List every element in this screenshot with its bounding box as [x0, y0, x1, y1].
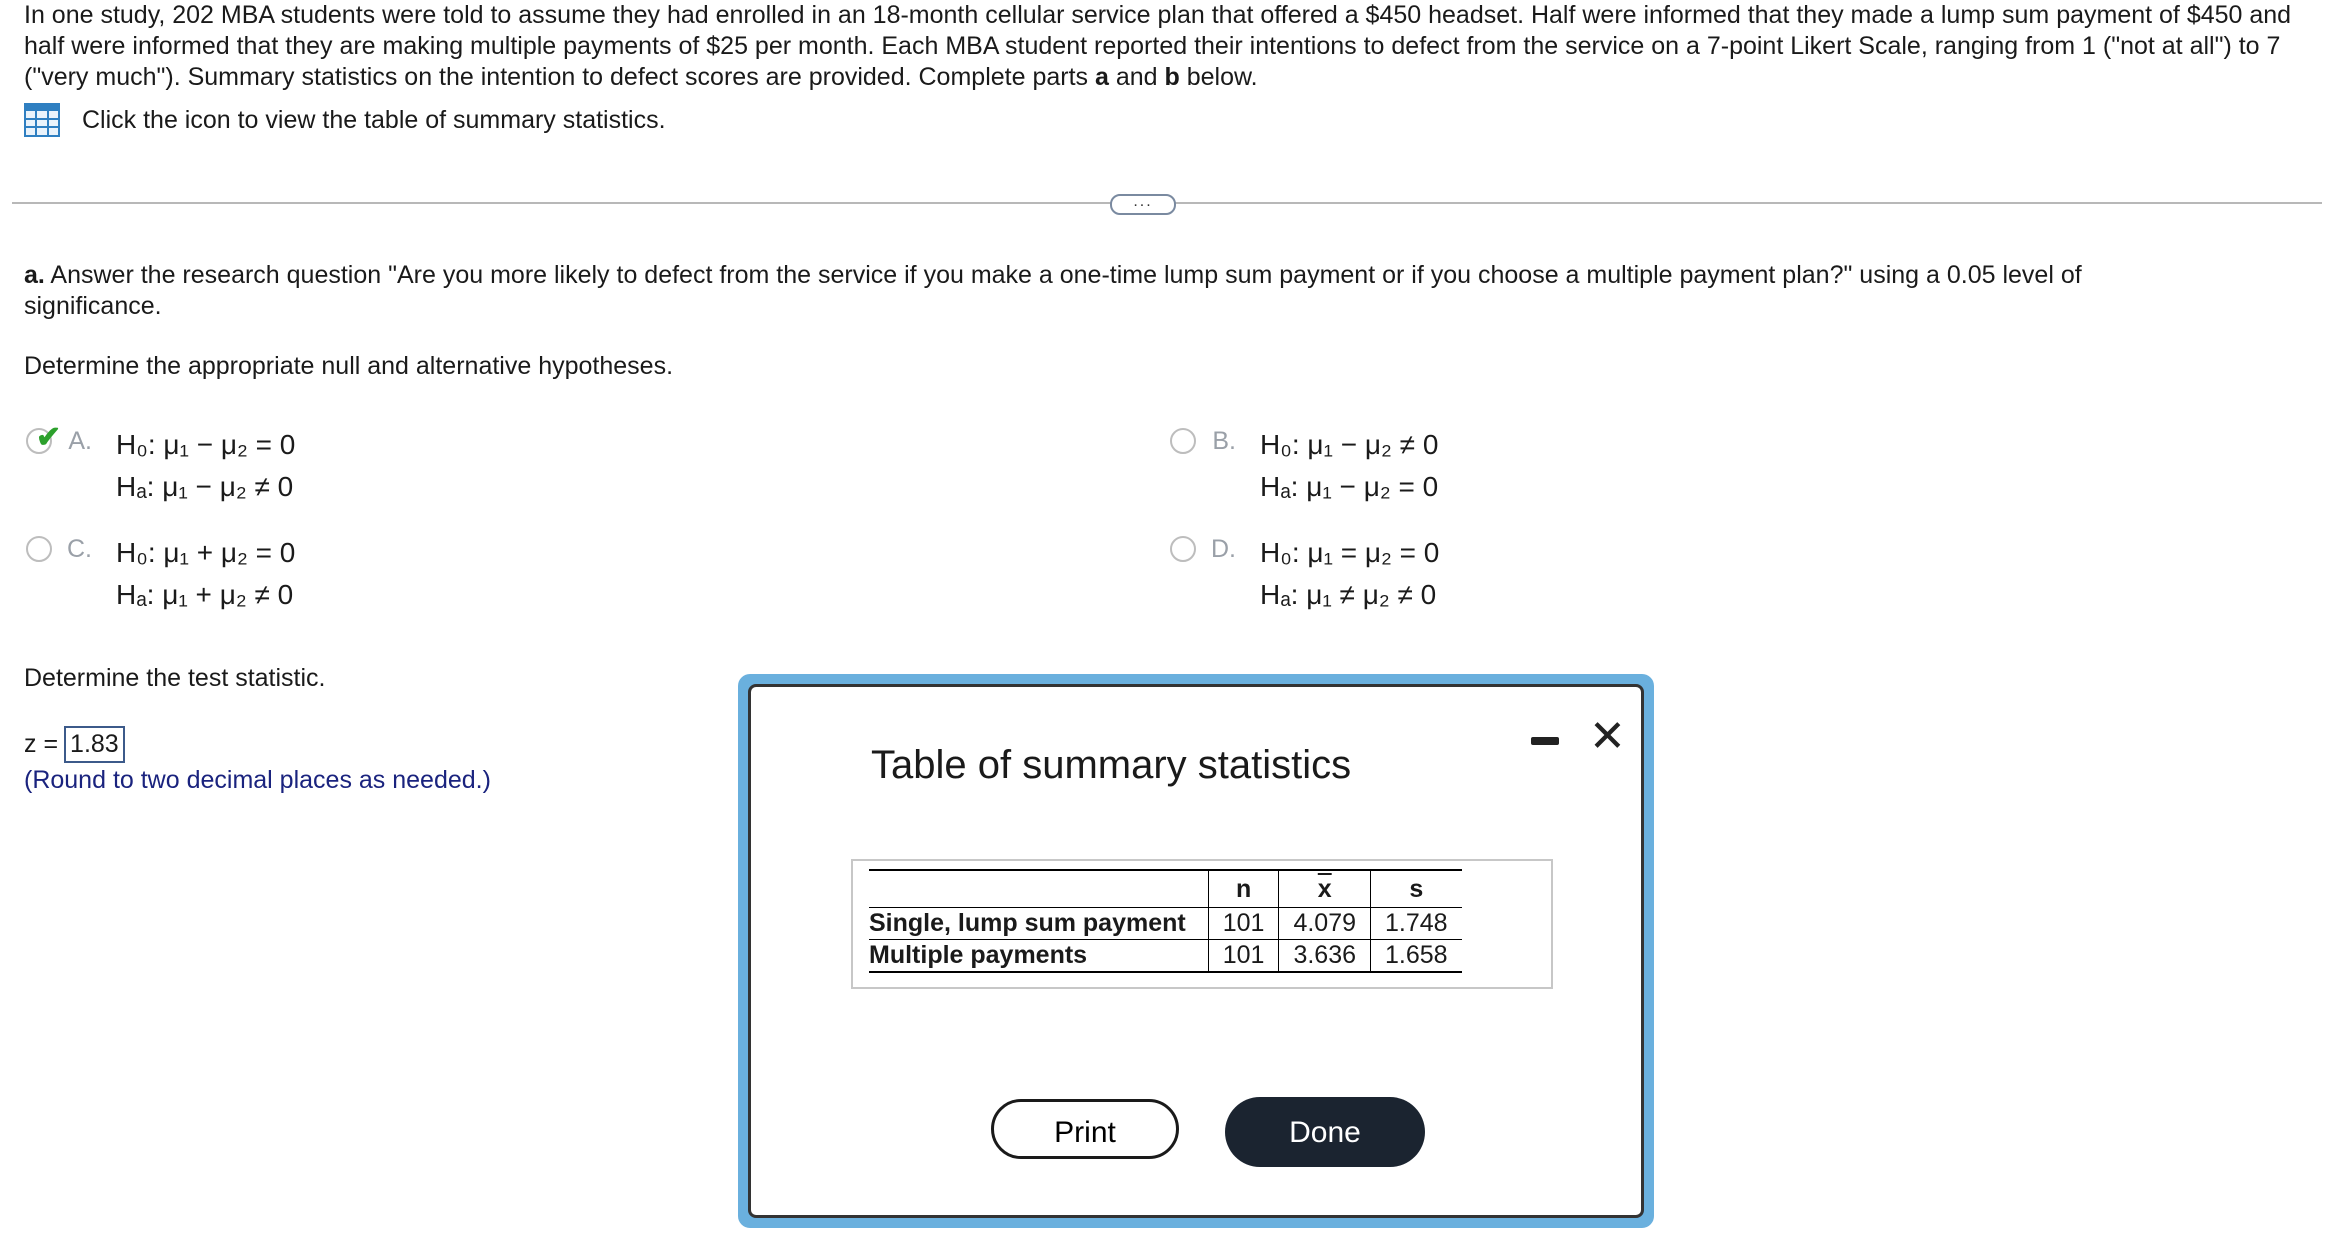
option-a[interactable] [26, 421, 296, 508]
table-row [869, 908, 1462, 940]
option-d-ha: Hₐ: μ₁ ≠ μ₂ ≠ 0 [1260, 579, 1437, 610]
option-b-letter: B. [1212, 427, 1236, 455]
header-s: s [1371, 870, 1462, 908]
option-a-h0: H₀: μ₁ − μ₂ = 0 [116, 429, 296, 460]
option-c-hypotheses [116, 532, 295, 616]
problem-intro [24, 0, 2304, 93]
option-d-hypotheses [1260, 532, 1439, 616]
view-table-text: Click the icon to view the table of summary statistics. [82, 105, 666, 134]
table-grid-icon[interactable] [24, 103, 60, 137]
option-b[interactable] [1170, 424, 1438, 508]
hypotheses-prompt: Determine the appropriate null and alternative hypotheses. [24, 352, 674, 380]
cell-xbar: 4.079 [1279, 908, 1371, 940]
option-b-h0: H₀: μ₁ − μ₂ ≠ 0 [1260, 429, 1439, 460]
z-label: z = [24, 730, 59, 758]
option-d[interactable] [1170, 532, 1439, 616]
correct-check-icon: ✔ [36, 421, 62, 454]
question-a [24, 260, 2224, 322]
intro-and: and [1108, 63, 1165, 91]
minimize-button[interactable] [1531, 737, 1559, 745]
cell-s: 1.658 [1371, 940, 1462, 973]
expand-toggle[interactable]: ... [1110, 194, 1176, 215]
option-a-hypotheses [116, 424, 295, 508]
option-d-h0: H₀: μ₁ = μ₂ = 0 [1260, 537, 1440, 568]
option-c-ha: Hₐ: μ₁ + μ₂ ≠ 0 [116, 579, 294, 610]
print-button[interactable]: Print [991, 1099, 1179, 1159]
header-blank [869, 870, 1208, 908]
done-button[interactable]: Done [1225, 1097, 1425, 1167]
option-a-ha: Hₐ: μ₁ − μ₂ ≠ 0 [116, 471, 294, 502]
cell-n: 101 [1208, 940, 1279, 973]
header-xbar: $\overline{x}$ [1279, 870, 1371, 908]
question-a-label: a. [24, 261, 45, 289]
header-n: n [1208, 870, 1279, 908]
cell-n: 101 [1208, 908, 1279, 940]
option-d-radio[interactable] [1170, 536, 1196, 562]
row-label: Multiple payments [869, 940, 1208, 973]
dialog-body [748, 684, 1644, 1218]
option-c-radio[interactable] [26, 536, 52, 562]
cell-xbar: 3.636 [1279, 940, 1371, 973]
stats-table-frame [851, 859, 1553, 989]
option-d-letter: D. [1211, 535, 1236, 563]
option-a-radio[interactable] [26, 421, 62, 454]
table-row [869, 940, 1462, 973]
test-statistic-prompt: Determine the test statistic. [24, 664, 326, 692]
table-header-row [869, 870, 1462, 908]
stats-table [869, 869, 1462, 973]
dialog-title: Table of summary statistics [871, 743, 1352, 787]
option-b-hypotheses [1260, 424, 1438, 508]
z-answer-row [24, 726, 125, 763]
rounding-note: (Round to two decimal places as needed.) [24, 766, 491, 794]
row-label: Single, lump sum payment [869, 908, 1208, 940]
z-answer-field[interactable]: 1.83 [64, 726, 125, 763]
intro-part-b: b [1164, 63, 1180, 91]
intro-part-a: a [1094, 63, 1109, 91]
cell-s: 1.748 [1371, 908, 1462, 940]
option-c-letter: C. [67, 535, 92, 563]
option-a-letter: A. [68, 427, 92, 455]
option-b-radio[interactable] [1170, 428, 1196, 454]
intro-below: below. [1179, 63, 1258, 91]
option-b-ha: Hₐ: μ₁ − μ₂ = 0 [1260, 471, 1439, 502]
intro-text: In one study, 202 MBA students were told to assume they had enrolled in an 18-month cellular service plan that offered a $450 headset. Half were informed that they made a lump sum payment of $450 and half were informed that they are making multiple payments of $25 per month. Each MBA student reported their intentions to defect from the service on a 7-point Likert Scale, ranging from 1 ("not at all") to 7 ("very much"). Summary statistics on the intention to defect scores are provided. Complete parts [24, 1, 2292, 91]
question-a-text: Answer the research question "Are you more likely to defect from the service if you make a one-time lump sum payment or if you choose a multiple payment plan?" using a 0.05 level of significance. [24, 261, 2082, 320]
close-icon[interactable]: ✕ [1589, 712, 1626, 761]
option-c-h0: H₀: μ₁ + μ₂ = 0 [116, 537, 296, 568]
view-table-link[interactable] [24, 102, 666, 138]
option-c[interactable] [26, 532, 295, 616]
summary-stats-dialog [738, 674, 1654, 1228]
